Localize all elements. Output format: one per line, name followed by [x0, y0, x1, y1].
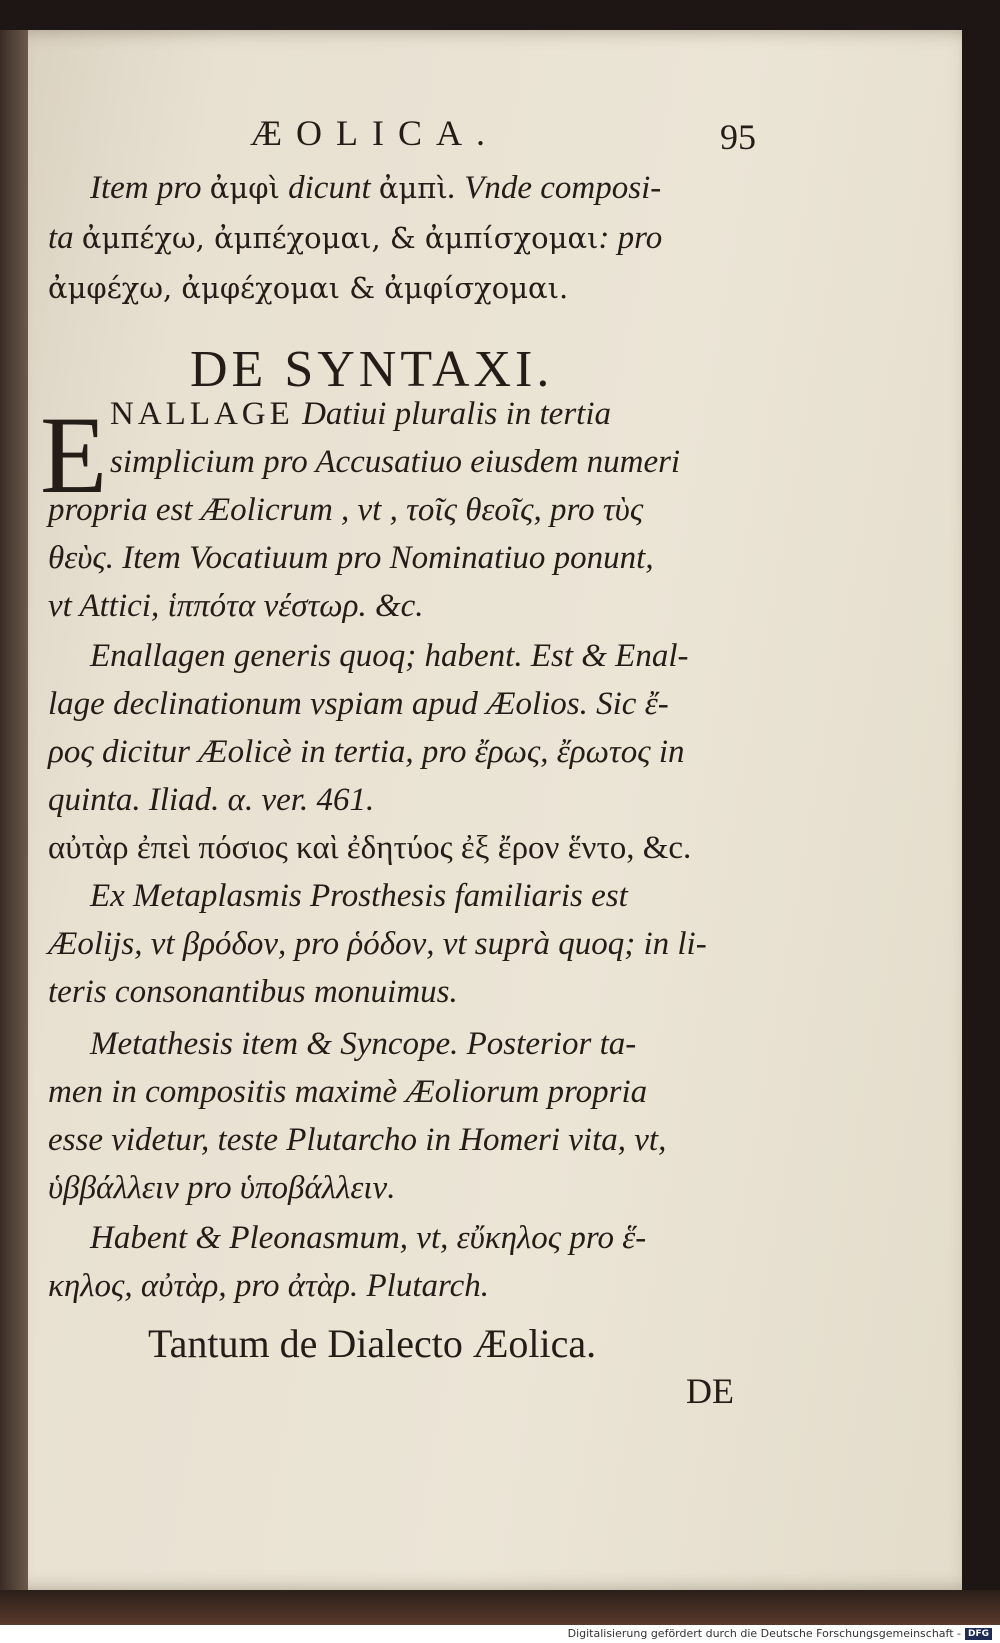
text-line-3 — [48, 272, 768, 305]
para5-line-2: κηλος, αὐτὰρ, pro ἀτὰρ. Plutarch. — [48, 1268, 490, 1304]
text-line-2 — [48, 222, 768, 255]
dfg-logo: DFG — [965, 1628, 992, 1640]
para4-line-4: ὑββάλλειν pro ὑποβάλλειν. — [48, 1170, 396, 1206]
line-1-part-a: Item pro — [90, 170, 210, 206]
drop-cap: E — [40, 394, 108, 516]
line-1-greek-a: ἀμφὶ — [209, 171, 280, 205]
para4-line-3: esse videtur, teste Plutarcho in Homeri vita, vt, — [48, 1122, 667, 1158]
first-word: NALLAGE — [110, 396, 294, 432]
line-3-greek: ἀμφέχω, ἀμφέχομαι & ἀμφίσχομαι. — [48, 271, 569, 305]
page-number: 95 — [720, 117, 756, 157]
para1-line-5: vt Attici, ἱππότα νέστωρ. &c. — [48, 588, 424, 624]
line-2-part-a: ta — [48, 220, 82, 256]
para1-line-1-text: Datiui pluralis in tertia — [293, 396, 612, 432]
para5-line-1: Habent & Pleonasmum, vt, εὔκηλος pro ἕ- — [90, 1220, 647, 1256]
text-line-1 — [90, 172, 810, 205]
catchword: DE — [686, 1371, 734, 1411]
para1-line-1 — [110, 398, 830, 431]
para1-line-4: θεὺς. Item Vocatiuum pro Nominatiuo ponunt, — [48, 540, 654, 576]
section-heading: DE SYNTAXI. — [190, 341, 554, 398]
credit-text: Digitalisierung gefördert durch die Deutsche Forschungsgemeinschaft - — [567, 1627, 961, 1640]
para3-line-2: Æolijs, vt βρόδον, pro ῥόδον, vt suprà quoq; in li- — [48, 926, 707, 962]
para2-line-2: lage declinationum vspiam apud Æolios. Sic ἔ- — [48, 686, 669, 722]
para2-line-1: Enallagen generis quoq; habent. Est & Enal- — [90, 638, 689, 674]
footer-credit — [568, 1627, 992, 1640]
para2-line-5-quote: αὐτὰρ ἐπεὶ πόσιος καὶ ἐδητύος ἐξ ἔρον ἕντο, &c. — [48, 830, 692, 866]
para1-line-2: simplicium pro Accusatiuo eiusdem numeri — [110, 444, 681, 480]
line-1-part-c: . Vnde composi- — [447, 170, 662, 206]
line-2-greek: ἀμπέχω, ἀμπέχομαι, & ἀμπίσχομαι — [81, 221, 599, 255]
closing-line: Tantum de Dialecto Æolica. — [148, 1321, 597, 1366]
para4-line-2: men in compositis maximè Æoliorum propria — [48, 1074, 648, 1110]
para3-line-1: Ex Metaplasmis Prosthesis familiaris est — [90, 878, 628, 914]
book-bottom-edge — [0, 1590, 1000, 1625]
para1-line-3: propria est Æolicrum , vt , τοῖς θεοῖς, pro τὺς — [48, 492, 644, 528]
line-1-greek-b: ἀμπὶ — [378, 171, 448, 205]
para3-line-3: teris consonantibus monuimus. — [48, 974, 458, 1010]
para2-line-3: ρος dicitur Æolicè in tertia, pro ἔρως, ἔρωτος in — [48, 734, 685, 770]
line-1-part-b: dicunt — [279, 170, 379, 206]
para2-line-4: quinta. Iliad. α. ver. 461. — [48, 782, 375, 818]
line-2-part-b: : pro — [598, 220, 663, 256]
running-head: ÆOLICA. — [250, 113, 499, 153]
page-gutter — [0, 30, 28, 1590]
para4-line-1: Metathesis item & Syncope. Posterior ta- — [90, 1026, 637, 1062]
